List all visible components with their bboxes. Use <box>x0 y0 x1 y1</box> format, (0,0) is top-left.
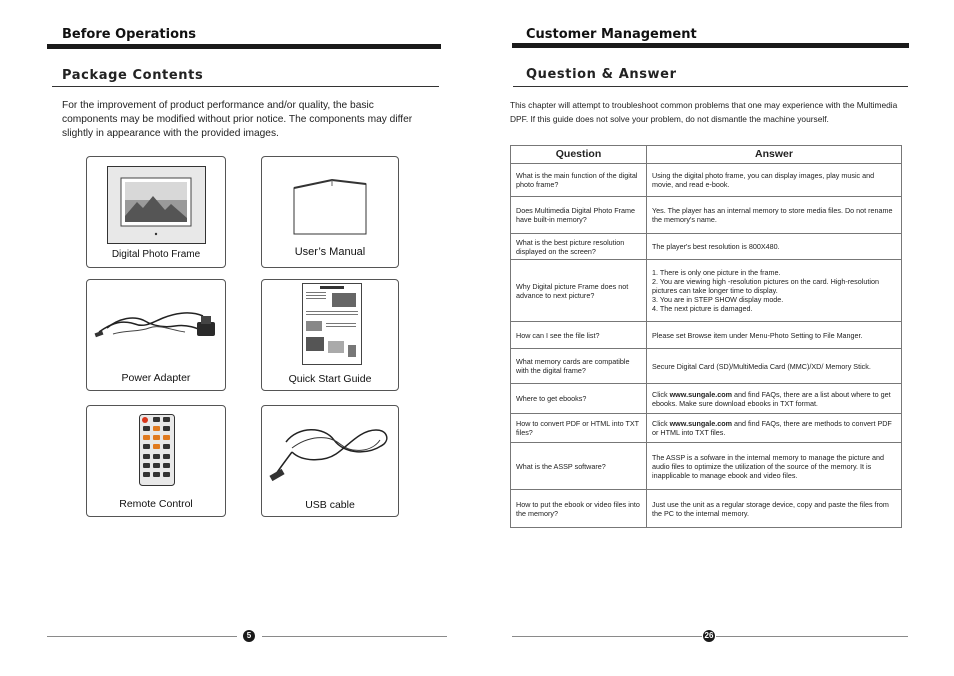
qa-row <box>511 322 902 349</box>
qa-answer-suffix: and find FAQs, there are a list about where to get ebooks. Make sure download ebooks in TXT format. <box>652 389 891 408</box>
qa-answer <box>647 414 902 443</box>
left-page-number: 5 <box>243 630 255 642</box>
caption-photo-frame: Digital Photo Frame <box>111 249 201 260</box>
qa-answer: Secure Digital Card (SD)/MultiMedia Card (MMC)/XD/ Memory Stick. <box>647 349 902 384</box>
left-footer-rule-right <box>262 636 447 637</box>
package-item-users-manual <box>261 156 399 268</box>
qa-answer-list <box>652 268 896 313</box>
manual-icon <box>292 178 368 236</box>
right-footer-rule-right <box>716 636 908 637</box>
qa-question: What is the ASSP software? <box>511 443 647 490</box>
qa-row <box>511 197 902 234</box>
package-item-remote-control <box>86 405 226 517</box>
qa-question: How to put the ebook or video files into the memory? <box>511 490 647 528</box>
website-link[interactable]: www.sungale.com <box>669 419 733 428</box>
qa-header-row <box>511 146 902 164</box>
qa-answer-list-item: 1. There is only one picture in the frame. <box>652 268 781 277</box>
caption-usb-cable: USB cable <box>305 499 355 511</box>
qa-row <box>511 349 902 384</box>
qa-row <box>511 164 902 197</box>
left-page-heading: Package Contents <box>62 68 204 83</box>
qa-answer-list-item: 2. You are viewing high -resolution pictures on the card. High-resolution pictures can take longer time to display. <box>652 277 879 295</box>
qa-row <box>511 443 902 490</box>
qa-answer-list-item: 4. The next picture is damaged. <box>652 304 753 313</box>
qa-answer-prefix: Click <box>652 419 670 428</box>
power-adapter-icon <box>93 292 221 352</box>
usb-cable-icon <box>268 420 392 486</box>
caption-power-adapter: Power Adapter <box>121 372 191 384</box>
qa-question: How can I see the file list? <box>511 322 647 349</box>
caption-quick-start-guide: Quick Start Guide <box>288 373 372 385</box>
qa-answer: The player's best resolution is 800X480. <box>647 234 902 260</box>
qa-answer: The ASSP is a sofware in the internal memory to manage the picture and audio files to optimize the utilization of the source of the memory. It is inapplicable to manage ebook and video files. <box>647 443 902 490</box>
qa-question: How to convert PDF or HTML into TXT files? <box>511 414 647 443</box>
left-section-title: Before Operations <box>62 27 197 42</box>
package-item-quick-start-guide <box>261 279 399 391</box>
qa-row <box>511 260 902 322</box>
qa-answer-prefix: Click <box>652 389 670 399</box>
qa-row <box>511 414 902 443</box>
qa-table <box>510 145 902 528</box>
qa-question: What is the best picture resolution displayed on the screen? <box>511 234 647 260</box>
qa-answer: Using the digital photo frame, you can display images, play music and movie, and read e-book. <box>647 164 902 197</box>
left-footer-rule-left <box>47 636 237 637</box>
right-heading-rule <box>513 86 908 87</box>
qa-answer-suffix: and find FAQs, there are methods to convert PDF or HTML into TXT files. <box>652 419 892 437</box>
qa-row <box>511 384 902 414</box>
qa-question: What memory cards are compatible with the digital frame? <box>511 349 647 384</box>
package-item-photo-frame <box>86 156 226 268</box>
remote-control-icon <box>139 414 175 486</box>
qa-question: What is the main function of the digital photo frame? <box>511 164 647 197</box>
right-page-heading: Question & Answer <box>526 67 677 82</box>
left-header-rule <box>47 44 441 49</box>
qa-answer <box>647 260 902 322</box>
right-footer-rule-left <box>512 636 702 637</box>
qa-answer: Yes. The player has an internal memory to store media files. Do not rename the memory's name. <box>647 197 902 234</box>
left-intro-text: For the improvement of product performance and/or quality, the basic components may be modified without prior notice. The components may differ slightly in appearance with the provided images. <box>62 100 413 139</box>
qa-row <box>511 234 902 260</box>
qa-question: Does Multimedia Digital Photo Frame have built-in memory? <box>511 197 647 234</box>
photo-frame-icon <box>107 166 206 244</box>
website-link[interactable]: www.sungale.com <box>669 389 733 399</box>
right-page-number: 26 <box>704 631 714 640</box>
qa-answer: Just use the unit as a regular storage device, copy and paste the files from the PC to the internal memory. <box>647 490 902 528</box>
qa-answer: Please set Browse item under Menu-Photo Setting to File Manger. <box>647 322 902 349</box>
caption-users-manual: User’s Manual <box>294 246 366 258</box>
qa-header-question: Question <box>511 146 647 164</box>
qa-question: Where to get ebooks? <box>511 384 647 414</box>
qa-answer <box>647 384 902 414</box>
right-header-rule <box>512 43 909 48</box>
qa-question: Why Digital picture Frame does not advance to next picture? <box>511 260 647 322</box>
qa-row <box>511 490 902 528</box>
quick-start-guide-icon <box>302 283 362 365</box>
right-intro-text: This chapter will attempt to troubleshoot common problems that one may experience with the Multimedia DPF. If this guide does not solve your problem, do not dismantle the machine yourself. <box>510 100 898 124</box>
qa-answer-list-item: 3. You are in STEP SHOW display mode. <box>652 295 784 304</box>
package-item-usb-cable <box>261 405 399 517</box>
package-item-power-adapter <box>86 279 226 391</box>
caption-remote-control: Remote Control <box>119 498 193 510</box>
qa-header-answer: Answer <box>647 146 902 164</box>
right-section-title: Customer Management <box>526 27 697 42</box>
left-heading-rule <box>52 86 439 87</box>
